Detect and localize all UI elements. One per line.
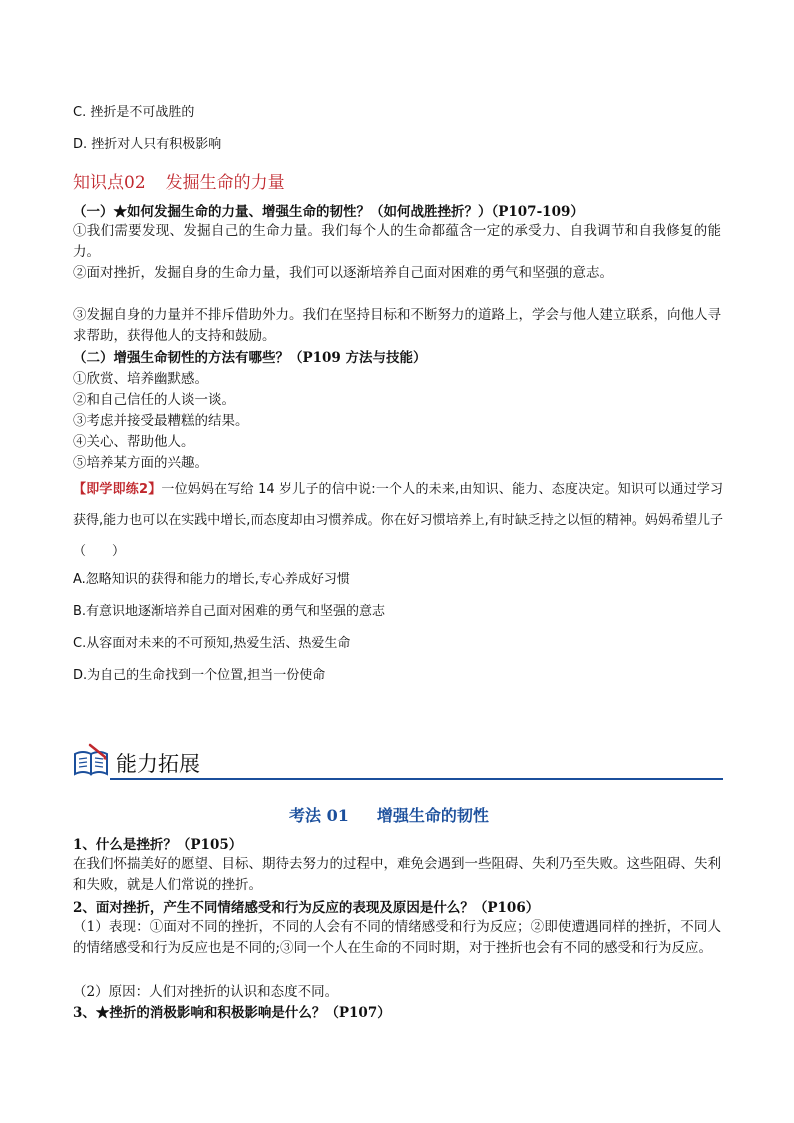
kp-q2-item-4: ④关心、帮助他人。 xyxy=(73,434,195,450)
kp-q2-item-3: ③考虑并接受最糟糕的结果。 xyxy=(73,413,249,429)
knowledge-point-title: 发掘生命的力量 xyxy=(165,173,285,193)
kp-q2-item-5: ⑤培养某方面的兴趣。 xyxy=(73,455,208,471)
kaofa-title: 增强生命的韧性 xyxy=(376,806,489,825)
option-d: D. 挫折对人只有积极影响 xyxy=(73,137,222,152)
kaofa-question-3: 3、★挫折的消极影响和积极影响是什么？（P107） xyxy=(73,1005,391,1021)
practice-stem: 一位妈妈在写给 14 岁儿子的信中说:一个人的未来,由知识、能力、态度决定。知识可以通过学习获得,能力也可以在实践中增长,而态度却由习惯养成。你在好习惯培养上,有时缺乏持之以恒的精神。妈妈希望儿子 （ ） xyxy=(73,482,776,559)
kp-q2-item-1: ①欣赏、培养幽默感。 xyxy=(73,371,208,387)
knowledge-point-heading xyxy=(73,168,285,193)
option-c: C. 挫折是不可战胜的 xyxy=(73,105,195,120)
section-title: 能力拓展 xyxy=(116,752,200,776)
kaofa-answer-2-1: （1）表现：①面对不同的挫折，不同的人会有不同的情绪感受和行为反应；②即使遭遇同样的挫折，不同人的情绪感受和行为反应也是不同的;③同一个人在生命的不同时期，对于挫折也会有不同的感受和行为反应。 xyxy=(73,919,721,956)
kaofa-question-1: 1、什么是挫折？（P105） xyxy=(73,837,243,853)
knowledge-point-label: 知识点02 xyxy=(73,173,146,193)
practice-option-b: B.有意识地逐渐培养自己面对困难的勇气和坚强的意志 xyxy=(73,604,386,619)
kp-q1-item-3: ③发掘自身的力量并不排斥借助外力。我们在坚持目标和不断努力的道路上，学会与他人建立联系，向他人寻求帮助，获得他人的支持和鼓励。 xyxy=(73,307,721,344)
practice-option-c: C.从容面对未来的不可预知,热爱生活、热爱生命 xyxy=(73,636,351,651)
kp-q2-item-2: ②和自己信任的人谈一谈。 xyxy=(73,392,235,408)
kaofa-answer-1: 在我们怀揣美好的愿望、目标、期待去努力的过程中，难免会遇到一些阻碍、失利乃至失败。这些阻碍、失利和失败，就是人们常说的挫折。 xyxy=(73,856,721,893)
kaofa-label: 考法 01 xyxy=(289,806,349,825)
kaofa-answer-2-2: （2）原因：人们对挫折的认识和态度不同。 xyxy=(73,984,339,1000)
practice-option-d: D.为自己的生命找到一个位置,担当一份使命 xyxy=(73,668,326,683)
book-icon xyxy=(72,742,112,778)
kp-question-2: （二）增强生命韧性的方法有哪些？（P109 方法与技能） xyxy=(73,350,427,366)
practice-question xyxy=(73,474,776,567)
kp-question-1: （一）★如何发掘生命的力量、增强生命的韧性？（如何战胜挫折？）（P107-109） xyxy=(73,204,584,220)
kp-q1-item-2: ②面对挫折，发掘自身的生命力量，我们可以逐渐培养自己面对困难的勇气和坚强的意志。 xyxy=(73,265,613,281)
kaofa-heading xyxy=(289,803,489,826)
practice-tag: 【即学即练2】 xyxy=(73,482,162,497)
section-divider xyxy=(110,778,723,780)
kaofa-question-2: 2、面对挫折，产生不同情绪感受和行为反应的表现及原因是什么？（P106） xyxy=(73,900,540,916)
kp-q1-item-1: ①我们需要发现、发掘自己的生命力量。我们每个人的生命都蕴含一定的承受力、自我调节和自我修复的能力。 xyxy=(73,223,721,260)
practice-option-a: A.忽略知识的获得和能力的增长,专心养成好习惯 xyxy=(73,572,350,587)
